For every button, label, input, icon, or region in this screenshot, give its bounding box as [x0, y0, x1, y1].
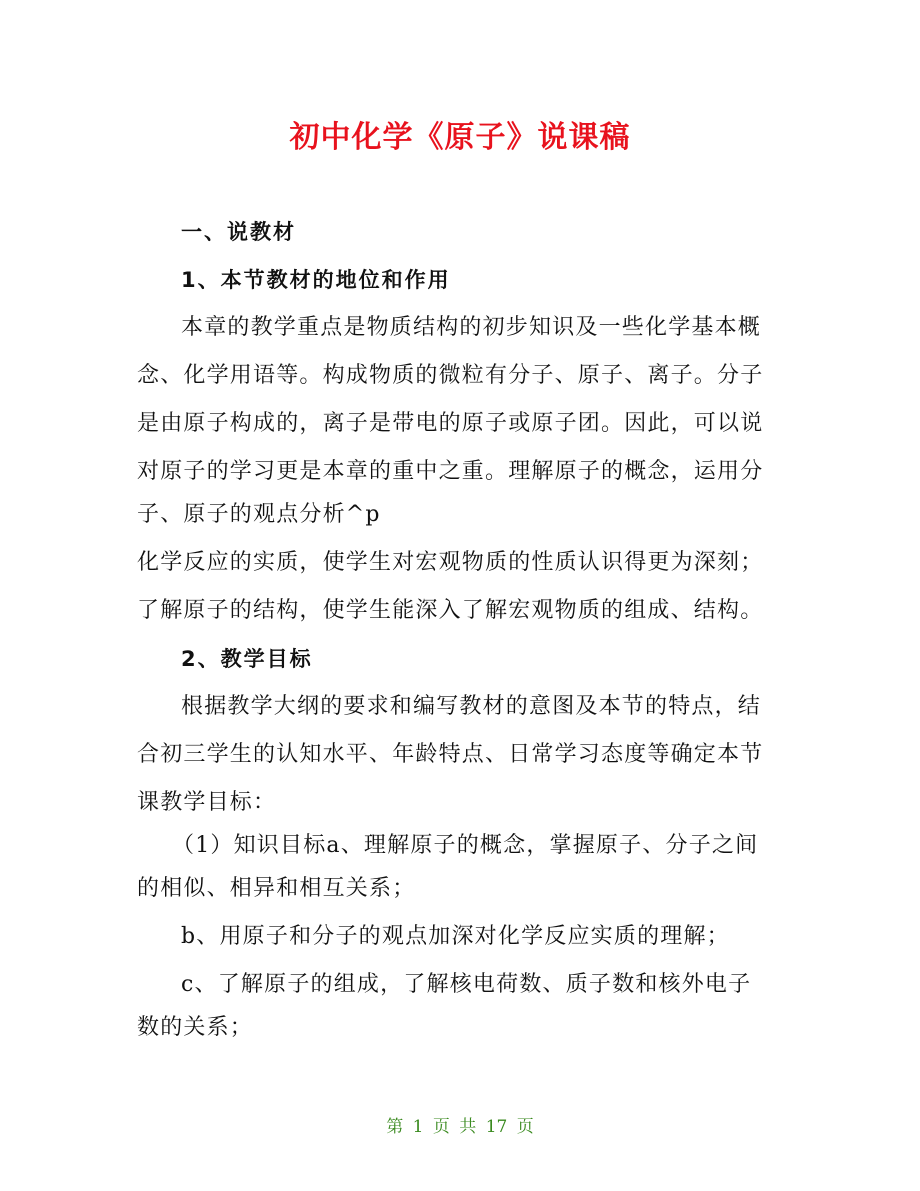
paragraph-line: 了解原子的结构，使学生能深入了解宏观物质的组成、结构。: [137, 598, 764, 623]
paragraph-line: 课教学目标：: [137, 790, 277, 815]
subsection-heading: 2、教学目标: [181, 647, 313, 671]
paragraph-line: 子、原子的观点分析^p: [137, 502, 381, 527]
page-number-footer: 第 1 页 共 17 页: [386, 1117, 534, 1137]
paragraph-line: 念、化学用语等。构成物质的微粒有分子、原子、离子。分子: [137, 363, 764, 388]
paragraph-line: 本章的教学重点是物质结构的初步知识及一些化学基本概: [181, 315, 762, 340]
paragraph-line: 的相似、相异和相互关系；: [137, 876, 416, 901]
page-title: 初中化学《原子》说课稿: [289, 120, 631, 155]
paragraph-line: 化学反应的实质，使学生对宏观物质的性质认识得更为深刻；: [137, 550, 764, 575]
section-heading: 一、说教材: [181, 220, 296, 244]
paragraph-line: 根据教学大纲的要求和编写教材的意图及本节的特点，结: [181, 694, 762, 719]
paragraph-line: 是由原子构成的，离子是带电的原子或原子团。因此，可以说: [137, 411, 764, 436]
paragraph-line: 数的关系；: [137, 1015, 254, 1040]
paragraph-line: b、用原子和分子的观点加深对化学反应实质的理解；: [181, 924, 730, 949]
subsection-heading: 1、本节教材的地位和作用: [181, 268, 451, 292]
paragraph-line: c、了解原子的组成，了解核电荷数、质子数和核外电子: [181, 972, 752, 997]
paragraph-line: 对原子的学习更是本章的重中之重。理解原子的概念，运用分: [137, 459, 764, 484]
paragraph-line: 合初三学生的认知水平、年龄特点、日常学习态度等确定本节: [137, 742, 764, 767]
paragraph-line: （1）知识目标a、理解原子的概念，掌握原子、分子之间: [172, 833, 759, 858]
